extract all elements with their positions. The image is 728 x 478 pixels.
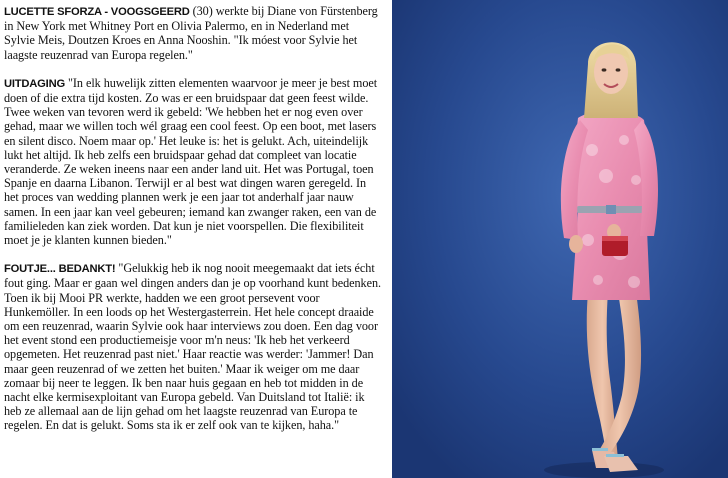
article-text-column xyxy=(4,4,382,447)
paragraph-lead-name: LUCETTE SFORZA - VOOGSGEERD xyxy=(4,6,190,18)
paragraph-intro xyxy=(4,4,382,62)
portrait-photo xyxy=(392,0,728,478)
paragraph-lead-uitdaging: UITDAGING xyxy=(4,77,65,90)
paragraph-body: (30) werkte bij Diane von Fürstenberg in New York met Whitney Port en Olivia Palermo, en in Nederland met Sylvie Meis, Doutzen Kroes en Anna Nooshin. "Ik móest voor Sylvie het laagste reuzenrad van Europa regelen." xyxy=(4,4,378,62)
paragraph-body: "Gelukkig heb ik nog nooit meegemaakt dat iets écht fout ging. Maar er gaan wel dingen anders dan je op voorhand kunt bedenken. Toen ik bij Mooi PR werkte, hadden we een groot persevent voor Hunkemöller. In een loods op het Westergasterrein. Het hele concept draaide om een reuzenrad, waarin Sylvie ook haar interviews zou doen. Een dag voor het event stond een productiemeisje voor m'n neus: 'Ik heb het verkeerd opgemeten. Het reuzenrad past niet.' Haar reactie was werder: 'Jammer! Dan maar geen reuzenrad of we zetten het buiten.' Maar ik weiger om me daar zomaar bij neer te leggen. Ik ben naar huis gegaan en heb tot midden in de nacht elke kermisexploitant van Europa gebeld. Van Duitsland tot Italië: ik heb ze allemaal aan de lijn gehad om het laagste reuzenrad van Europa te regelen. En dat is gelukt. Soms sta ik er zelf ook van te kijken, haha." xyxy=(4,261,381,433)
paragraph-lead-foutje: FOUTJE... BEDANKT! xyxy=(4,263,116,276)
paragraph-uitdaging xyxy=(4,76,382,247)
paragraph-body: "In elk huwelijk zitten elementen waarvoor je meer je best moet doen of die extra tijd kosten. Zo was er een bruidspaar dat geen feest wilde. Twee weken van tevoren werd ik gebeld: 'We hebben het er nog even over gehad, maar we willen toch wél graag een cool feest. Op een boot, met lasers en silent disco. Noem maar op.' Het leuke is: het is gelukt. Ach, uiteindelijk lukt het altijd. Ik heb zelfs een bruidspaar gehad dat compleet van locatie veranderde. Ze weken ineens naar een ander land uit. Het was Portugal, toen Spanje en daarna Libanon. Terwijl er al best wat dingen waren geregeld. In het proces van wedding plannen werk je een jaar tot anderhalf jaar nauw samen. In een jaar kan veel gebeuren; iemand kan zwanger raken, een van de familieleden kan ziek worden. Dat kun je niet voorspellen. Die flexibiliteit moet je je klanten kunnen bieden." xyxy=(4,75,378,248)
left-hand xyxy=(569,235,583,253)
studio-backdrop xyxy=(392,0,728,478)
paragraph-foutje xyxy=(4,261,382,432)
clutch-clasp xyxy=(602,236,628,241)
portrait-illustration xyxy=(392,0,728,478)
belt-buckle xyxy=(606,205,616,214)
